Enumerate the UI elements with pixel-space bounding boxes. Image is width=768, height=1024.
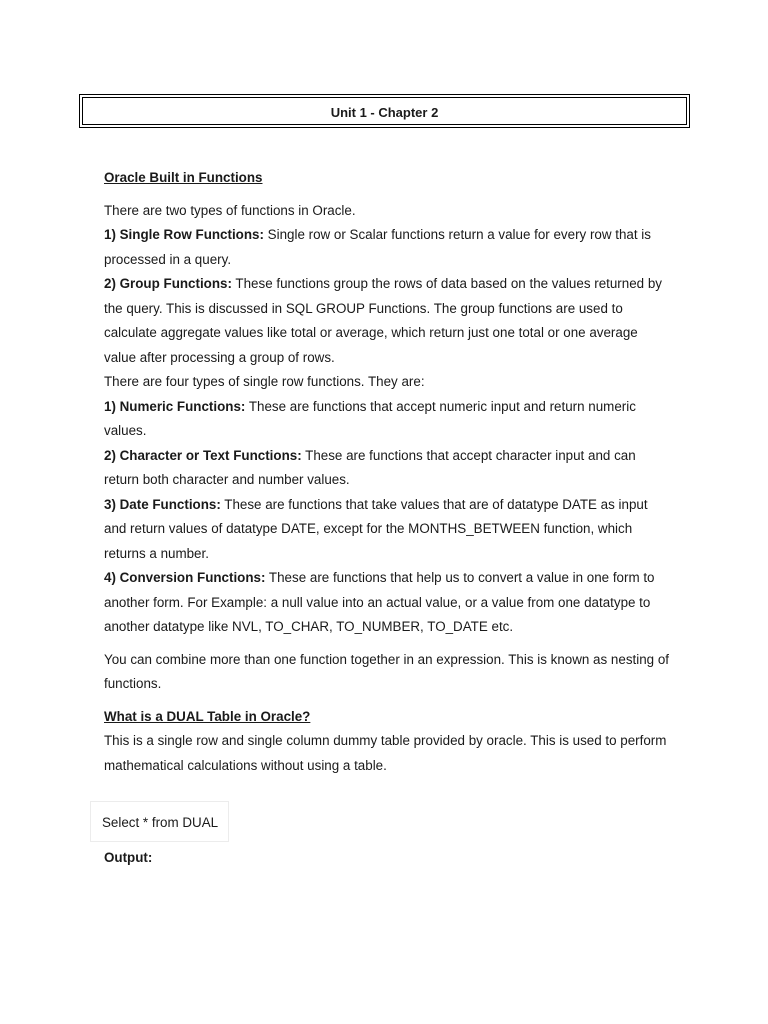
dual-description: This is a single row and single column dummy table provided by oracle. This is used to perform mathematical calculations without using a table.	[104, 733, 667, 773]
chapter-title-box	[79, 94, 690, 128]
single-row-type-text: These are functions that take values that are of datatype DATE as input and return values of datatype DATE, except for the MONTHS_BETWEEN function, which returns a number.	[104, 496, 648, 561]
code-snippet: Select * from DUAL	[90, 801, 229, 842]
single-row-type-label: 3) Date Functions:	[104, 496, 221, 512]
document-body	[104, 166, 670, 778]
function-type-label: 1) Single Row Functions:	[104, 227, 264, 242]
function-type-text: Single row or Scalar functions return a value for every row that is processed in a query.	[104, 227, 651, 267]
nesting-paragraph: You can combine more than one function together in an expression. This is known as nesting of functions.	[104, 651, 669, 691]
output-label: Output:	[104, 850, 153, 865]
single-row-type-text: These are functions that accept character input and can return both character and number values.	[104, 447, 636, 487]
functions-intro: There are two types of functions in Oracle.	[104, 202, 356, 218]
single-row-type-text: These are functions that accept numeric input and return numeric values.	[104, 398, 636, 438]
single-row-type-item	[104, 566, 670, 640]
section-heading-dual: What is a DUAL Table in Oracle?	[104, 708, 311, 724]
single-row-type-item	[104, 444, 670, 493]
function-type-text: These functions group the rows of data based on the values returned by the query. This is discussed in SQL GROUP Functions. The group functions are used to calculate aggregate values like total or average, which return just one total or one average value after processing a group of rows.	[104, 276, 662, 365]
function-type-item	[104, 223, 670, 272]
function-type-item	[104, 272, 670, 370]
single-row-type-label: 1) Numeric Functions:	[104, 398, 246, 414]
function-type-label: 2) Group Functions:	[104, 276, 232, 291]
single-row-intro: There are four types of single row functions. They are:	[104, 374, 425, 389]
single-row-type-label: 2) Character or Text Functions:	[104, 447, 302, 463]
single-row-type-label: 4) Conversion Functions:	[104, 570, 266, 585]
single-row-type-item	[104, 493, 670, 567]
single-row-type-item	[104, 395, 670, 444]
chapter-title: Unit 1 - Chapter 2	[330, 105, 439, 120]
single-row-type-text: These are functions that help us to convert a value in one form to another form. For Example: a null value into an actual value, or a value from one datatype to another datatype like NVL, TO_CHAR, TO_NUMBER, TO_DATE etc.	[104, 570, 655, 634]
section-heading-functions: Oracle Built in Functions	[104, 170, 263, 185]
